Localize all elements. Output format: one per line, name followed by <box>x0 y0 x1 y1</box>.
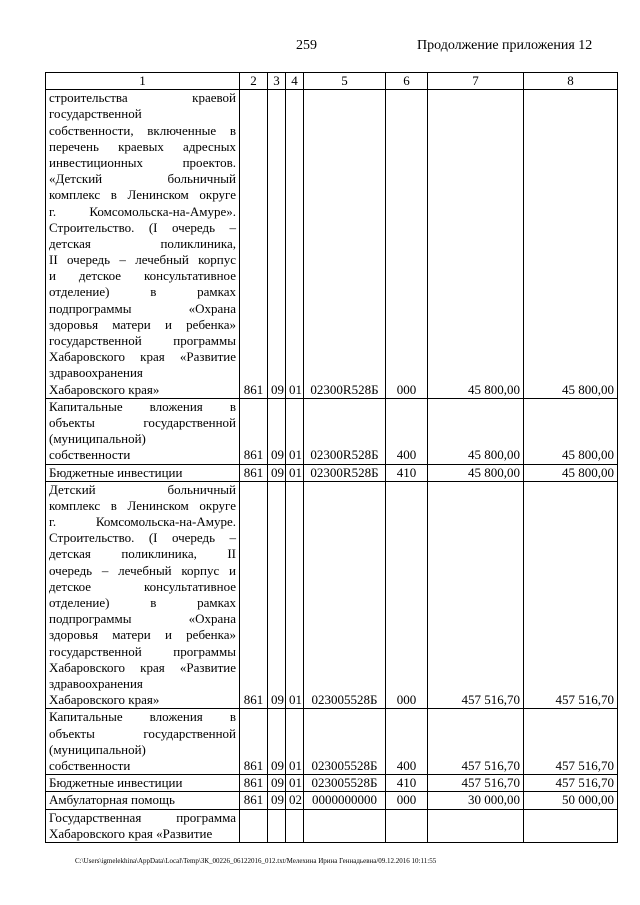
expense-type-code: 400 <box>386 398 428 464</box>
target-article-code <box>304 809 386 842</box>
subsection-code: 01 <box>286 90 304 399</box>
grbs-code <box>240 809 268 842</box>
column-header: 3 <box>268 73 286 90</box>
description-line: здоровья матери и ребенка» <box>49 316 236 332</box>
subsection-code: 01 <box>286 398 304 464</box>
amount-year-1: 30 000,00 <box>428 792 524 809</box>
subsection-code: 01 <box>286 464 304 481</box>
description-line: и детское консультативное <box>49 268 236 284</box>
description-line: детское консультативное <box>49 578 236 594</box>
subsection-code: 02 <box>286 792 304 809</box>
description-line: Детский больничный <box>49 481 236 497</box>
amount-year-2: 45 800,00 <box>524 398 618 464</box>
section-code: 09 <box>268 709 286 775</box>
description-line: II очередь – лечебный корпус <box>49 252 236 268</box>
description-line: Государственная программа <box>49 809 236 825</box>
amount-year-2: 457 516,70 <box>524 709 618 775</box>
subsection-code: 01 <box>286 481 304 709</box>
appendix-continuation-title: Продолжение приложения 12 <box>417 38 593 53</box>
section-code: 09 <box>268 464 286 481</box>
row-description <box>46 792 240 809</box>
expense-type-code: 000 <box>386 90 428 399</box>
target-article-code: 02300R528Б <box>304 464 386 481</box>
description-line: «Детский больничный <box>49 171 236 187</box>
table-row <box>46 464 618 481</box>
description-line: отделение) в рамках <box>49 595 236 611</box>
amount-year-2: 45 800,00 <box>524 90 618 399</box>
column-header: 1 <box>46 73 240 90</box>
amount-year-1: 45 800,00 <box>428 464 524 481</box>
page-number: 259 <box>296 38 317 53</box>
description-line: Амбулаторная помощь <box>49 792 175 808</box>
table-row <box>46 709 618 775</box>
grbs-code: 861 <box>240 464 268 481</box>
row-description <box>46 481 240 709</box>
amount-year-1: 45 800,00 <box>428 90 524 399</box>
description-line: перечень краевых адресных <box>49 138 236 154</box>
description-line: Бюджетные инвестиции <box>49 775 183 791</box>
amount-year-2 <box>524 809 618 842</box>
description-line: Капитальные вложения в <box>49 709 236 725</box>
table-header-row <box>46 73 618 90</box>
section-code <box>268 809 286 842</box>
description-line: комплекс в Ленинском округе <box>49 187 236 203</box>
target-article-code: 02300R528Б <box>304 398 386 464</box>
expense-type-code: 410 <box>386 775 428 792</box>
subsection-code: 01 <box>286 775 304 792</box>
column-header: 5 <box>304 73 386 90</box>
description-line: Капитальные вложения в <box>49 398 236 414</box>
column-header: 8 <box>524 73 618 90</box>
amount-year-1: 45 800,00 <box>428 398 524 464</box>
budget-table <box>45 72 618 843</box>
row-description <box>46 775 240 792</box>
description-line: Хабаровского края «Развитие <box>49 349 236 365</box>
amount-year-2: 45 800,00 <box>524 464 618 481</box>
description-line: (муниципальной) <box>49 431 146 447</box>
table-row <box>46 481 618 709</box>
target-article-code: 023005528Б <box>304 709 386 775</box>
file-path-footer: C:\Users\igmelekhina\AppData\Local\Temp\ЗК_00226_06122016_012.txt/Мелехина Ирина Геннадьевна/09.12.2016 10:11:55 <box>75 857 437 865</box>
target-article-code: 023005528Б <box>304 775 386 792</box>
description-line: подпрограммы «Охрана <box>49 300 236 316</box>
table-row <box>46 398 618 464</box>
description-line: Хабаровского края» <box>49 692 160 708</box>
row-description <box>46 809 240 842</box>
expense-type-code <box>386 809 428 842</box>
section-code: 09 <box>268 792 286 809</box>
target-article-code: 0000000000 <box>304 792 386 809</box>
subsection-code: 01 <box>286 709 304 775</box>
description-line: объекты государственной <box>49 725 236 741</box>
description-line: здоровья матери и ребенка» <box>49 627 236 643</box>
grbs-code: 861 <box>240 709 268 775</box>
description-line: Бюджетные инвестиции <box>49 464 183 480</box>
expense-type-code: 400 <box>386 709 428 775</box>
description-line: детская поликлиника, <box>49 235 236 251</box>
description-line: строительства краевой <box>49 90 236 106</box>
expense-type-code: 000 <box>386 481 428 709</box>
description-line: г. Комсомольска-на-Амуре». <box>49 203 236 219</box>
description-line: государственной программы <box>49 643 236 659</box>
row-description <box>46 398 240 464</box>
description-line: государственной <box>49 106 142 122</box>
target-article-code: 023005528Б <box>304 481 386 709</box>
table-row <box>46 792 618 809</box>
amount-year-2: 457 516,70 <box>524 481 618 709</box>
table-row <box>46 775 618 792</box>
amount-year-2: 50 000,00 <box>524 792 618 809</box>
description-line: подпрограммы «Охрана <box>49 611 236 627</box>
description-line: детская поликлиника, II <box>49 546 236 562</box>
grbs-code: 861 <box>240 398 268 464</box>
column-header: 4 <box>286 73 304 90</box>
amount-year-1: 457 516,70 <box>428 775 524 792</box>
table-row <box>46 809 618 842</box>
amount-year-1: 457 516,70 <box>428 709 524 775</box>
subsection-code <box>286 809 304 842</box>
target-article-code: 02300R528Б <box>304 90 386 399</box>
row-description <box>46 464 240 481</box>
grbs-code: 861 <box>240 792 268 809</box>
description-line: здравоохранения <box>49 675 143 691</box>
row-description <box>46 709 240 775</box>
section-code: 09 <box>268 398 286 464</box>
description-line: инвестиционных проектов. <box>49 154 236 170</box>
description-line: Строительство. (I очередь – <box>49 219 236 235</box>
description-line: Хабаровского края» <box>49 381 160 397</box>
grbs-code: 861 <box>240 775 268 792</box>
expense-type-code: 410 <box>386 464 428 481</box>
grbs-code: 861 <box>240 90 268 399</box>
description-line: Строительство. (I очередь – <box>49 530 236 546</box>
row-description <box>46 90 240 399</box>
section-code: 09 <box>268 481 286 709</box>
expense-type-code: 000 <box>386 792 428 809</box>
description-line: собственности <box>49 757 131 773</box>
description-line: собственности, включенные в <box>49 122 236 138</box>
description-line: г. Комсомольска-на-Амуре. <box>49 514 236 530</box>
description-line: Хабаровского края «Развитие <box>49 825 213 841</box>
description-line: отделение) в рамках <box>49 284 236 300</box>
description-line: (муниципальной) <box>49 741 146 757</box>
description-line: собственности <box>49 447 131 463</box>
description-line: Хабаровского края «Развитие <box>49 659 236 675</box>
amount-year-1: 457 516,70 <box>428 481 524 709</box>
description-line: государственной программы <box>49 333 236 349</box>
description-line: здравоохранения <box>49 365 143 381</box>
amount-year-1 <box>428 809 524 842</box>
column-header: 7 <box>428 73 524 90</box>
section-code: 09 <box>268 90 286 399</box>
amount-year-2: 457 516,70 <box>524 775 618 792</box>
table-row <box>46 90 618 399</box>
column-header: 2 <box>240 73 268 90</box>
column-header: 6 <box>386 73 428 90</box>
description-line: очередь – лечебный корпус и <box>49 562 236 578</box>
description-line: объекты государственной <box>49 414 236 430</box>
grbs-code: 861 <box>240 481 268 709</box>
description-line: комплекс в Ленинском округе <box>49 497 236 513</box>
section-code: 09 <box>268 775 286 792</box>
